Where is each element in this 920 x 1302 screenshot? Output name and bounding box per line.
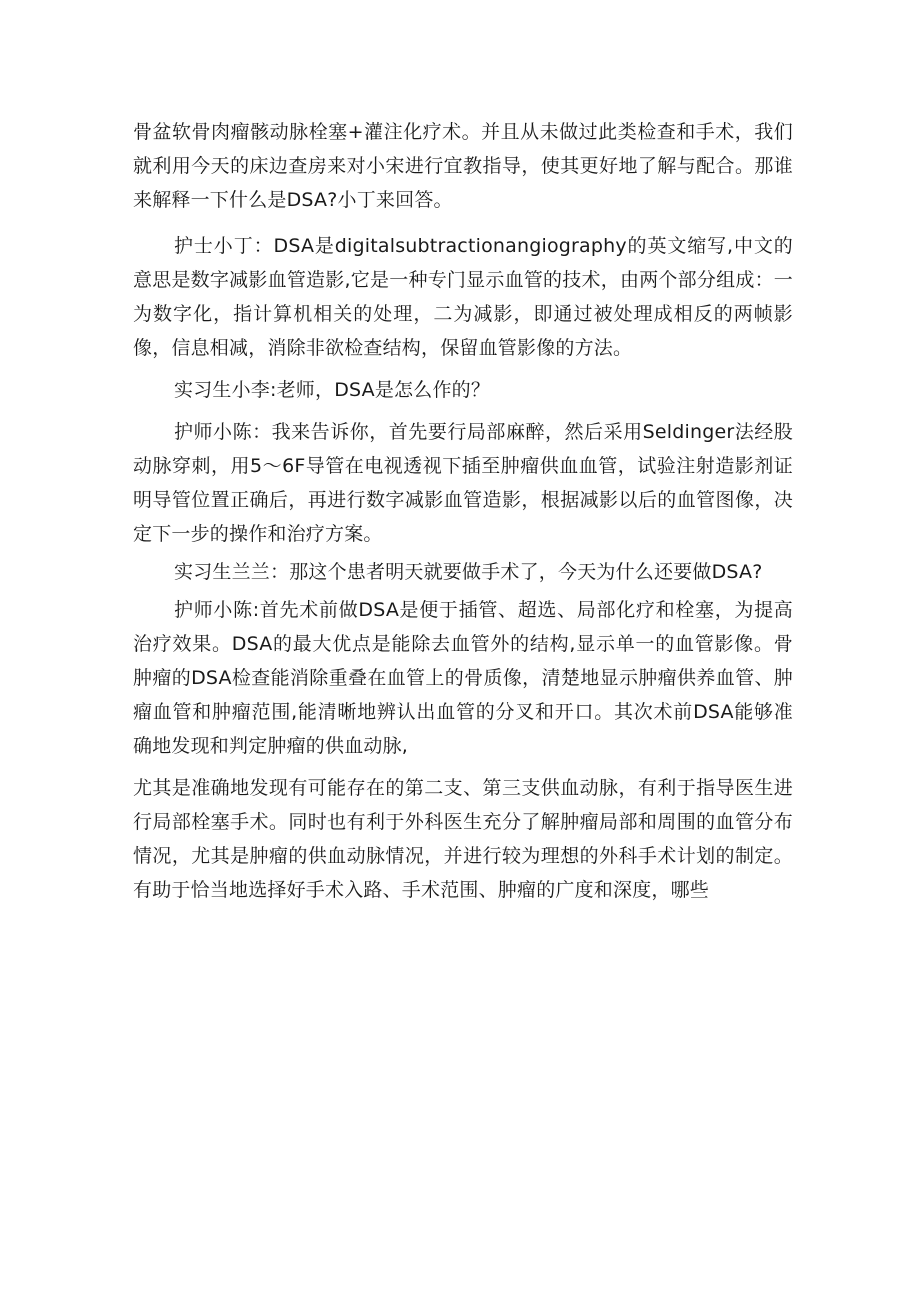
document-body <box>133 115 793 907</box>
paragraph-intern-lanlan: 实习生兰兰：那这个患者明天就要做手术了，今天为什么还要做DSA? <box>174 561 763 583</box>
paragraph-intern-li: 实习生小李:老师，DSA是怎么作的？ <box>174 379 491 401</box>
paragraph-intro: 骨盆软骨肉瘤骸动脉栓塞+灌注化疗术。并且从未做过此类检查和手术，我们就利用今天的床边查房来对小宋进行宜教指导，使其更好地了解与配合。那谁来解释一下什么是DSA?小丁来回答。 <box>133 121 793 211</box>
paragraph-nurse-ding: 护士小丁：DSA是digitalsubtractionangiography的英文缩写,中文的意思是数字减影血管造影,它是一种专门显示血管的技术，由两个部分组成：一为数字化，指计算机相关的处理，二为减影，即通过被处理成相反的两帧影像，信息相减，消除非欲检查结构，保留血管影像的方法。 <box>133 235 793 359</box>
paragraph-continuation: 尤其是准确地发现有可能存在的第二支、第三支供血动脉，有利于指导医生进行局部栓塞手术。同时也有利于外科医生充分了解肿瘤局部和周围的血管分布情况，尤其是肿瘤的供血动脉情况，并进行较为理想的外科手术计划的制定。有助于恰当地选择好手术入路、手术范围、肿瘤的广度和深度，哪些 <box>133 777 793 901</box>
paragraph-nurse-chen-reasons: 护师小陈:首先术前做DSA是便于插管、超选、局部化疗和栓塞，为提高治疗效果。DSA的最大优点是能除去血管外的结构,显示单一的血管影像。骨肿瘤的DSA检查能消除重叠在血管上的骨质像，清楚地显示肿瘤供养血管、肿瘤血管和肿瘤范围,能清晰地辨认出血管的分叉和开口。其次术前DSA能够准确地发现和判定肿瘤的供血动脉, <box>133 599 793 757</box>
paragraph-nurse-chen-procedure: 护师小陈：我来告诉你，首先要行局部麻醉，然后采用Seldinger法经股动脉穿刺，用5～6F导管在电视透视下插至肿瘤供血血管，试验注射造影剂证明导管位置正确后，再进行数字减影血管造影，根据减影以后的血管图像，决定下一步的操作和治疗方案。 <box>133 421 793 545</box>
